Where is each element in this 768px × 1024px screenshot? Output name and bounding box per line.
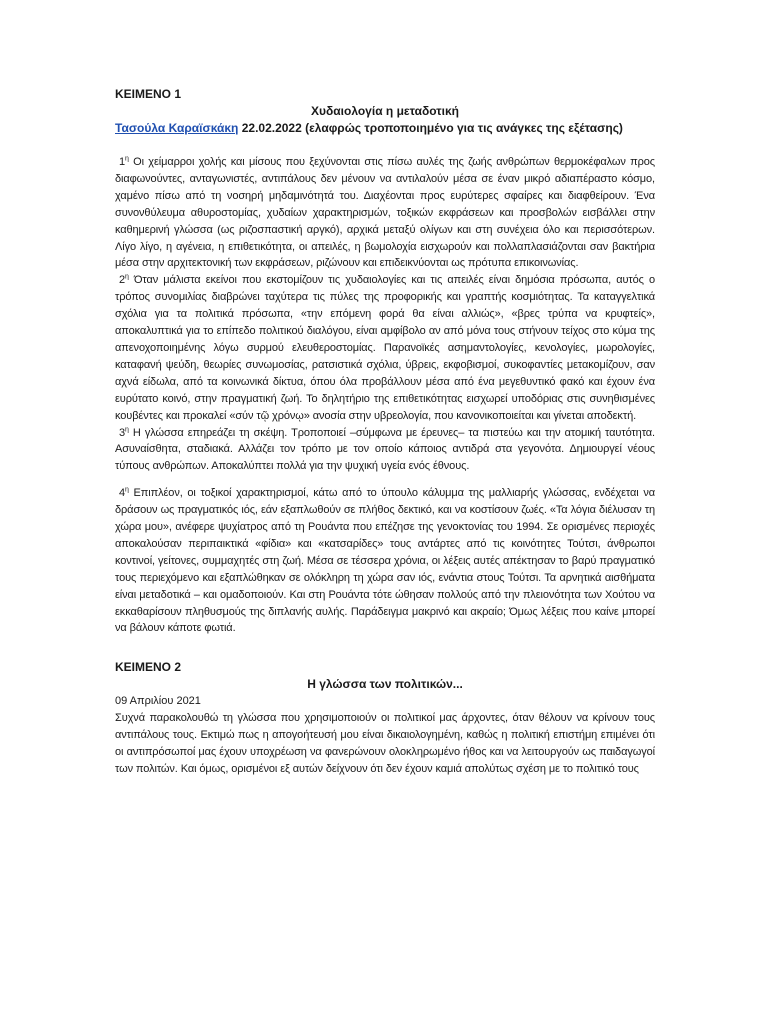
paragraph-number-suffix: η (125, 425, 129, 433)
text1-paragraph-3 (115, 425, 655, 476)
text1-paragraph-2 (115, 272, 655, 424)
text1-byline (115, 120, 655, 137)
text1-date-note: 22.02.2022 (ελαφρώς τροποποιημένο για τις ανάγκες της εξέτασης) (238, 121, 623, 135)
text1-title: Χυδαιολογία η μεταδοτική (311, 104, 459, 118)
paragraph-text: Επιπλέον, οι τοξικοί χαρακτηρισμοί, κάτω από το ύπουλο κάλυμμα της μαλλιαρής γλώσσας, ενδέχεται να δράσουν ως πραγματικός ιός, εάν εξαπλωθούν σε πλήθος δεκτικό, και να κοστίσουν ζωές. «Τα λόγια διέλυσαν τη χώρα μου», ανέφερε ψυχίατρος από τη Ρουάντα που επέζησε της γενοκτονίας του 1994. Σε ορισμένες περιοχές αποκαλούσαν περιπαικτικά «φίδια» και «κατσαρίδες» τους αντάρτες από τις κοινότητες Τούτσι, άνθρωποι κοντινοί, γείτονες, συμμαχητές στη ζωή. Μέσα σε τέσσερα χρόνια, οι λέξεις αυτές απέκτησαν το βαρύ πραγματικό τους περιεχόμενο και εξαπλώθηκαν σε ολόκληρη τη χώρα σαν ιός, ενάντια στους Τούτσι. Τα αρνητικά αισθήματα είναι μεταδοτικά – και ομαδοποιούν. Και στη Ρουάντα τότε ώθησαν πολλούς από την πλειονότητα των Χούτου να εκκαθαρίσουν πληθυσμούς της διπλανής αυλής. Παράδειγμα μακρινό και ακραίο; Όμως λέξεις που καίνε μπορεί να βάλουν κάποτε φωτιά. (115, 487, 655, 635)
text1-paragraph-4 (115, 485, 655, 637)
paragraph-text: Η γλώσσα επηρεάζει τη σκέψη. Τροποποιεί –σύμφωνα με έρευνες– τα πιστεύω και την ατομική ταυτότητα. Ασυναίσθητα, σταδιακά. Αλλάζει τον τρόπο με τον οποίο κάποιος αντιδρά στα γεγονότα. Δημιουργεί νέους τύπους ανθρώπων. Αποκαλύπτει πολλά για την ψυχική υγεία ενός έθνους. (115, 426, 655, 473)
paragraph-number-suffix: η (125, 486, 129, 494)
paragraph-number: 1 (119, 156, 126, 168)
text1-label: ΚΕΙΜΕΝΟ 1 (115, 87, 182, 101)
text2-paragraph-1: Συχνά παρακολουθώ τη γλώσσα που χρησιμοποιούν οι πολιτικοί μας άρχοντες, όταν θέλουν να κρίνουν τους αντιπάλους τους. Εκτιμώ πως η απογοήτευσή μου είναι δικαιολογημένη, καθώς η πολιτική επιστήμη επιμένει ότι οι αντιπρόσωποί μας έχουν υποχρέωση να φανερώνουν ολοκληρωμένο ήθος και να λειτουργούν ως παιδαγωγοί των πολιτών. Και όμως, ορισμένοι εξ αυτών δείχνουν ότι δεν έχουν καμιά απολύτως σχέση με το πολιτικό τους (115, 712, 655, 775)
document-page (115, 86, 655, 778)
paragraph-number: 3 (119, 426, 126, 439)
text2-label: ΚΕΙΜΕΝΟ 2 (115, 660, 182, 675)
paragraph-number: 4 (119, 487, 126, 500)
paragraph-number-suffix: η (125, 273, 129, 281)
paragraph-number: 2 (119, 274, 126, 287)
text2-title: Η γλώσσα των πολιτικών... (307, 677, 463, 692)
paragraph-text: Οι χείμαρροι χολής και μίσους που ξεχύνονται στις πίσω αυλές της ζωής ανθρώπων θερμοκέφαλων προς διαφωνούντες, ανταγωνιστές, αντιπάλους δεν μένουν να αντιλαλούν μέσα σε έναν μικρό αδιαπέραστο κόσμο, χαμένο πίσω από τη νοσηρή μηδαμινότητά του. Διαχέονται προς ευρύτερες σφαίρες και διαφθείρουν. Ένα συνονθύλευμα αθυροστομίας, χυδαίων χαρακτηρισμών, τοξικών εκφράσεων και προσβολών εισβάλλει στην καθημερινή γλώσσα (ως ριζοσπαστική αργκό), αρχικά μεταξύ ολίγων και στη συνέχεια όλο και περισσότερων. Λίγο λίγο, η αγένεια, η επιθετικότητα, οι απειλές, η βωμολοχία εισχωρούν και πολλαπλασιάζονται σαν βακτήρια μέσα στην αρχιτεκτονική των εκφράσεων, ριζώνουν και επιδεικνύονται ως πρότυπα επικοινωνίας. (115, 156, 655, 270)
author-link[interactable]: Τασούλα Καραϊσκάκη (115, 121, 239, 135)
paragraph-number-suffix: η (125, 155, 129, 163)
text2-date: 09 Απριλίου 2021 (115, 695, 201, 708)
text1-paragraph-1 (115, 154, 655, 272)
paragraph-text: Όταν μάλιστα εκείνοι που εκστομίζουν τις χυδαιολογίες και τις απειλές είναι δημόσια πρόσωπα, αυτός ο τρόπος συνομιλίας διαβρώνει ταχύτερα τις πύλες της προφορικής και γραπτής κοσμιότητας. Τα καταγγελτικά σχόλια για τα πολιτικά πρόσωπα, «την επόμενη φορά θα είναι αλλιώς», «βρες τρύπα να κρυφτείς», αποκαλυπτικά για το επίπεδο πολιτικού διαλόγου, είναι αμφίβολο αν από μόνα τους στήνουν τείχος στο κύμα της απενοχοποιημένης λόγω συρμού ελευθεροστομίας. Παρανοϊκές ασημαντολογίες, κενολογίες, μωρολογίες, καταφανή ψεύδη, θεωρίες συνωμοσίας, ρατσιστικά σχόλια, ύβρεις, εκφοβισμοί, συκοφαντίες μετακομίζουν, σαν αχνά είδωλα, από τα κοινωνικά δίκτυα, όπου όλα προβάλλουν μέσα από ένα μεγεθυντικό φακό και έχουν ένα ευρύτατο κοινό, στην πραγματική ζωή. Το δηλητήριο της επιθετικότητας εισχωρεί υποδόριας στις συνηθισμένες κουβέντες και προκαλεί «σύν τῷ χρόνῳ» ανοσία στην υβρεολογία, που κανονικοποιείται και γίνεται αποδεκτή. (115, 274, 655, 422)
